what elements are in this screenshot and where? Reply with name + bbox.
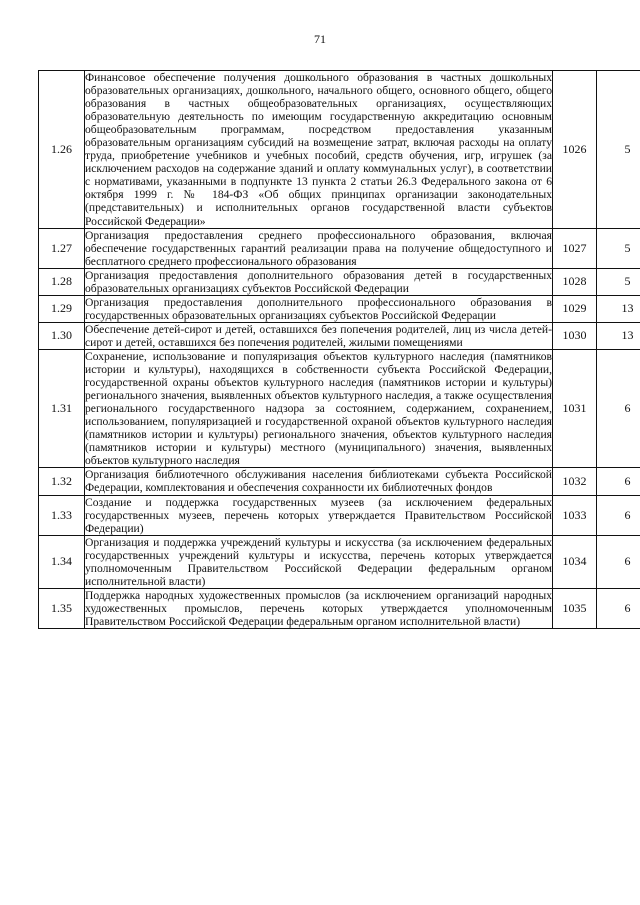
row-description: Поддержка народных художественных промыслов (за исключением организаций народных художественных промыслов, перечень которых утверждается уполномоченным Правительством Российской Федерации федеральным органом исполнительной власти) [85, 588, 552, 628]
table-row [39, 322, 640, 349]
row-count: 6 [597, 535, 640, 588]
row-count: 13 [597, 295, 640, 322]
row-code: 1032 [553, 468, 597, 495]
row-code: 1031 [553, 349, 597, 467]
row-description: Организация библиотечного обслуживания населения библиотеками субъекта Российской Федерации, комплектования и обеспечения сохранности их библиотечных фондов [85, 468, 552, 495]
row-number: 1.31 [39, 349, 85, 467]
row-count: 6 [597, 468, 640, 495]
row-count: 6 [597, 588, 640, 628]
table-row [39, 588, 640, 628]
row-number: 1.33 [39, 495, 85, 535]
row-number: 1.27 [39, 228, 85, 268]
row-number: 1.32 [39, 468, 85, 495]
row-count: 5 [597, 228, 640, 268]
row-number: 1.29 [39, 295, 85, 322]
row-description: Организация предоставления дополнительного образования детей в государственных образовательных организациях субъектов Российской Федерации [85, 268, 552, 295]
budget-obligations-table [38, 70, 640, 629]
row-number: 1.30 [39, 322, 85, 349]
row-count: 5 [597, 268, 640, 295]
row-description: Обеспечение детей-сирот и детей, оставшихся без попечения родителей, лиц из числа детей-сирот и детей, оставшихся без попечения родителей, жилыми помещениями [85, 322, 552, 349]
row-code: 1035 [553, 588, 597, 628]
row-code: 1028 [553, 268, 597, 295]
row-number: 1.35 [39, 588, 85, 628]
table-row [39, 295, 640, 322]
table-row [39, 535, 640, 588]
row-code: 1030 [553, 322, 597, 349]
table-row [39, 349, 640, 467]
row-number: 1.28 [39, 268, 85, 295]
table-row [39, 268, 640, 295]
table-row [39, 495, 640, 535]
table-row [39, 228, 640, 268]
row-count: 13 [597, 322, 640, 349]
row-code: 1027 [553, 228, 597, 268]
row-number: 1.26 [39, 71, 85, 229]
row-code: 1033 [553, 495, 597, 535]
table-row [39, 468, 640, 495]
table-row [39, 71, 640, 229]
row-number: 1.34 [39, 535, 85, 588]
row-description: Создание и поддержка государственных музеев (за исключением федеральных государственных музеев, перечень которых утверждается Правительством Российской Федерации) [85, 495, 552, 535]
row-description: Организация предоставления дополнительного профессионального образования в государственных образовательных организациях субъектов Российской Федерации [85, 295, 552, 322]
row-description: Сохранение, использование и популяризация объектов культурного наследия (памятников истории и культуры), находящихся в собственности субъекта Российской Федерации, государственной охраны объектов культурного наследия (памятников истории и культуры) регионального значения, выявленных объектов культурного наследия, а также осуществления регионального государственного надзора за состоянием, содержанием, сохранением, использованием, популяризацией и государственной охраной объектов культурного наследия (памятников истории и культуры) регионального значения, объектов культурного наследия (памятников истории и культуры) местного (муниципального) значения, выявленных объектов культурного наследия [85, 349, 552, 468]
row-code: 1034 [553, 535, 597, 588]
row-count: 5 [597, 71, 640, 229]
row-description: Финансовое обеспечение получения дошкольного образования в частных дошкольных образовательных организациях, дошкольного, начального общего, основного общего, общего образования в частных общеобразовательных организациях, осуществляющих образовательную деятельность по имеющим государственную аккредитацию основным общеобразовательным программам, посредством предоставления указанным образовательным организациям субсидий на возмещение затрат, включая расходы на оплату труда, приобретение учебников и учебных пособий, средств обучения, игр, игрушек (за исключением расходов на содержание зданий и оплату коммунальных услуг), в соответствии с нормативами, указанными в подпункте 13 пункта 2 статьи 26.3 Федерального закона от 6 октября 1999 г. № 184-ФЗ «Об общих принципах организации законодательных (представительных) и исполнительных органов государственной власти субъектов Российской Федерации» [85, 71, 552, 228]
page-number: 71 [314, 32, 326, 46]
row-description: Организация и поддержка учреждений культуры и искусства (за исключением федеральных государственных учреждений культуры и искусства, перечень которых утверждается уполномоченным Правительством Российской Федерации федеральным органом исполнительной власти) [85, 535, 552, 588]
row-count: 6 [597, 495, 640, 535]
row-code: 1026 [553, 71, 597, 229]
row-description: Организация предоставления среднего профессионального образования, включая обеспечение государственных гарантий реализации права на получение общедоступного и бесплатного среднего профессионального образования [85, 228, 552, 268]
row-count: 6 [597, 349, 640, 467]
row-code: 1029 [553, 295, 597, 322]
